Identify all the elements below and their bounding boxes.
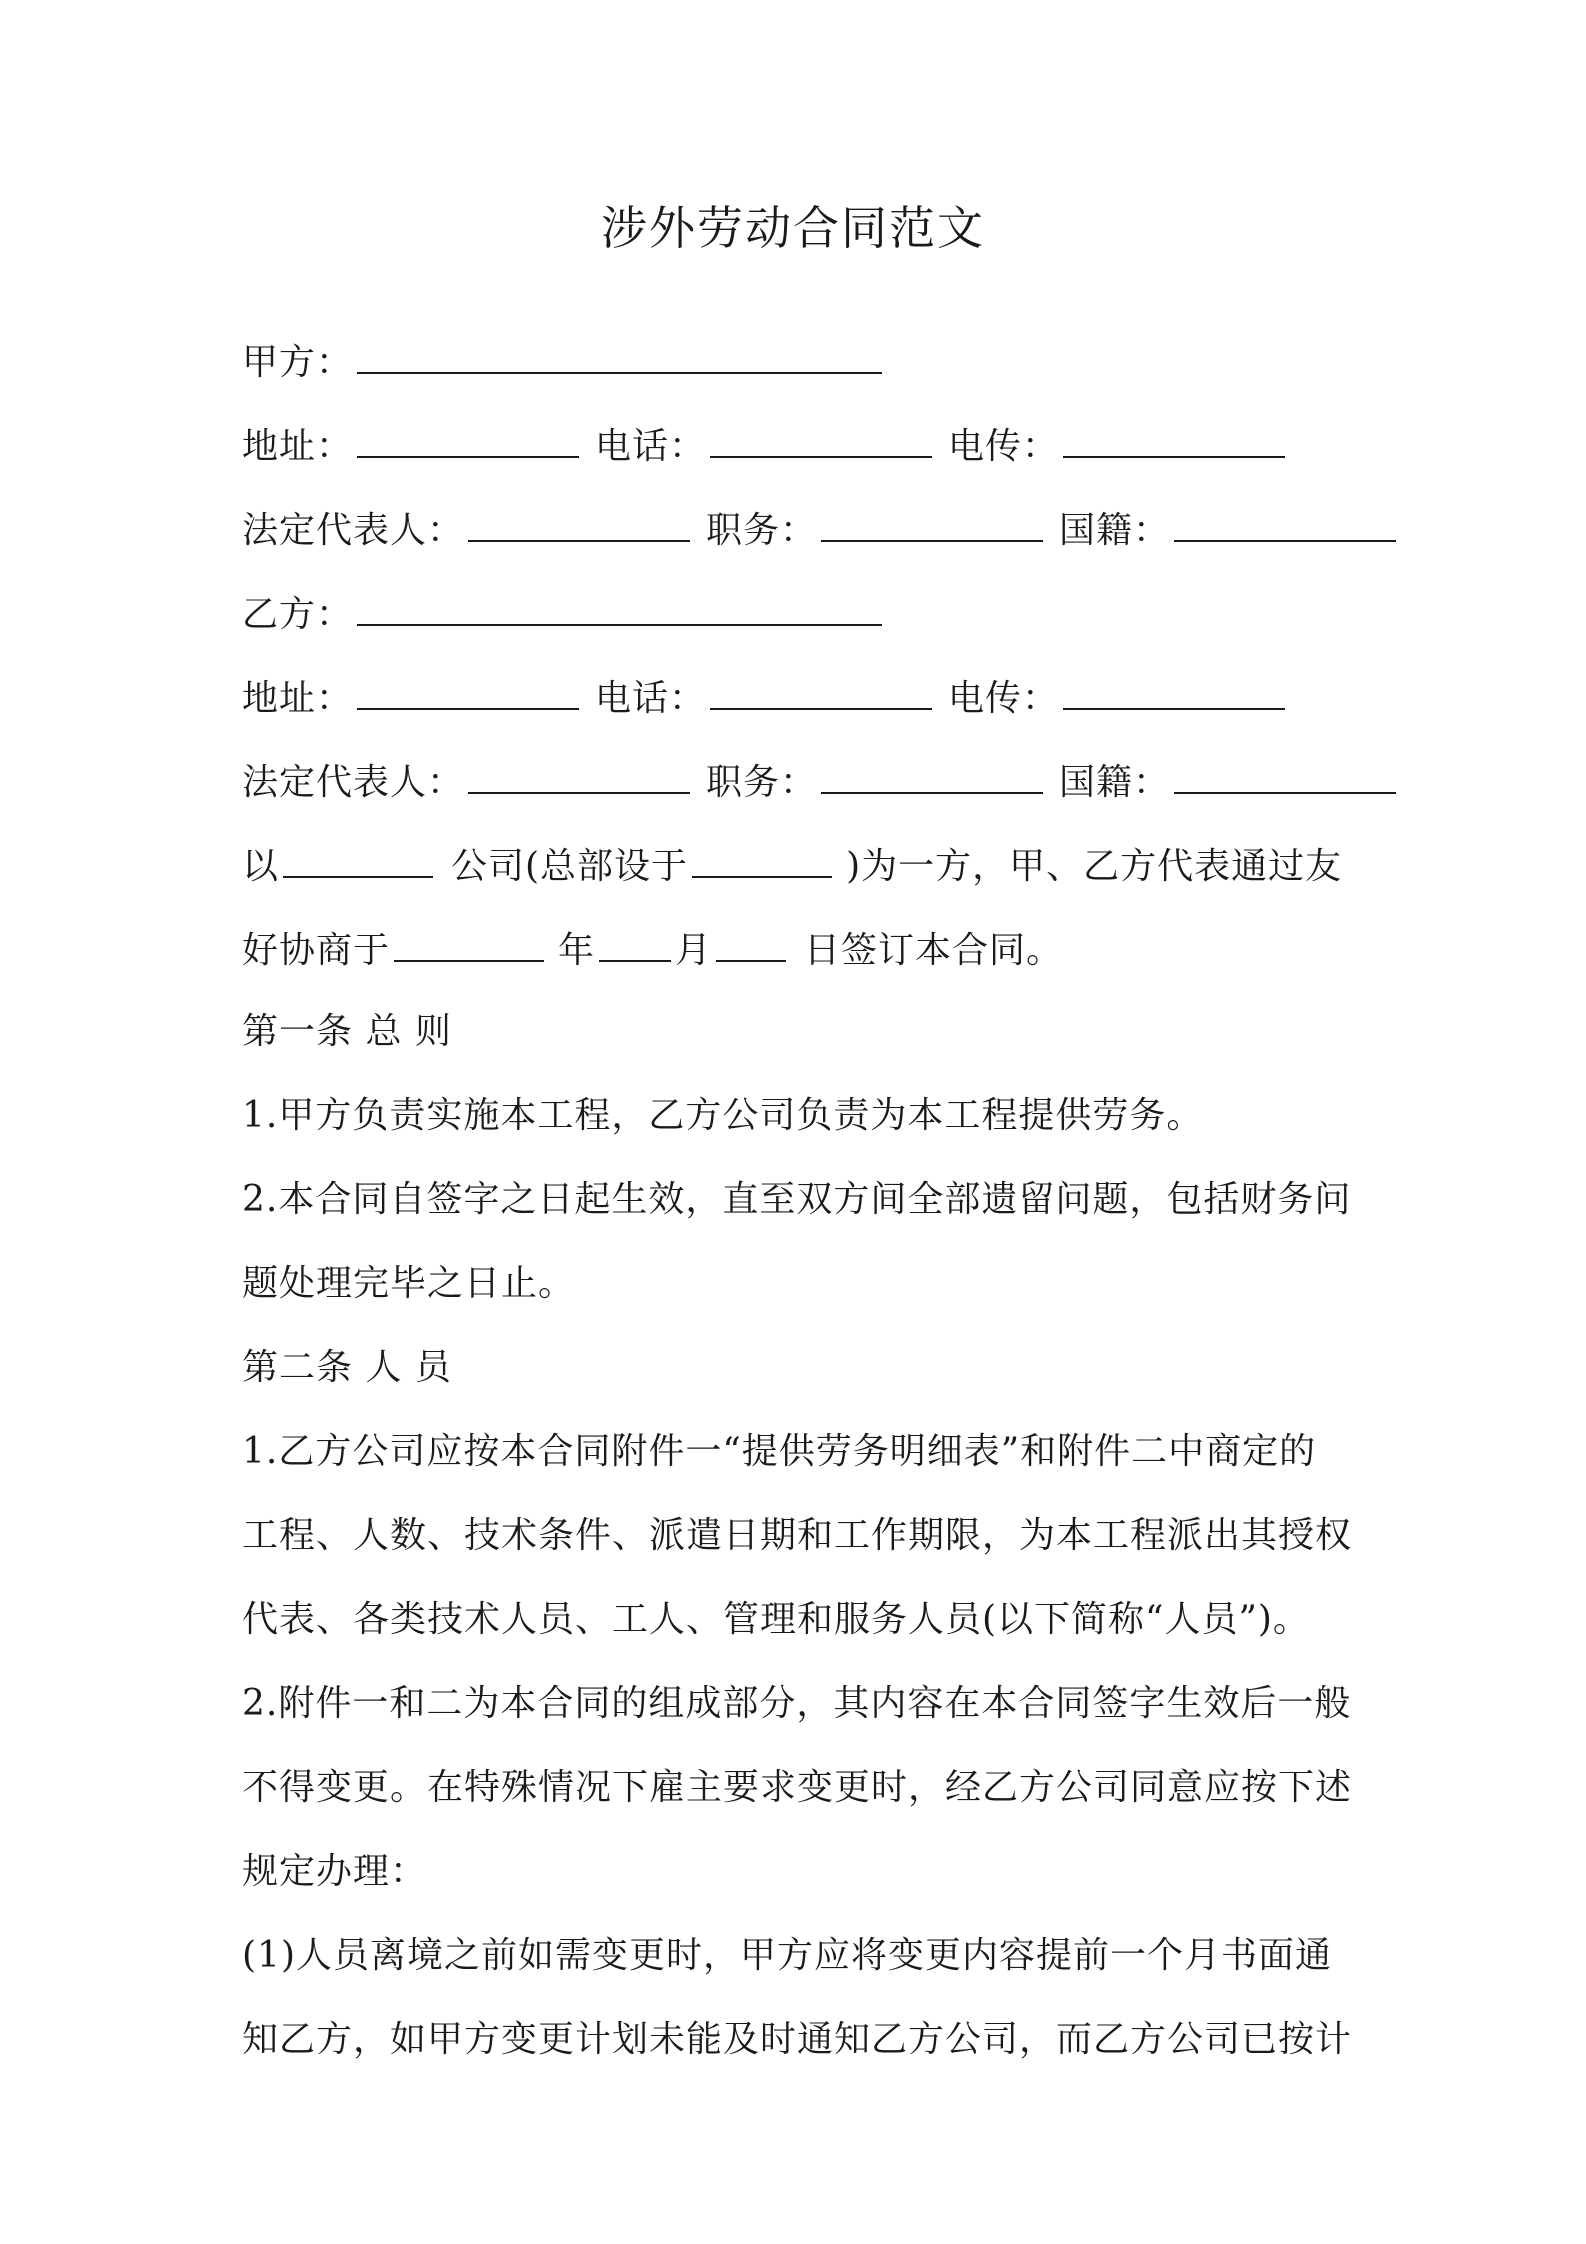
party-b-nationality-blank bbox=[1174, 756, 1396, 794]
year-blank bbox=[394, 924, 544, 962]
party-b-legal-rep-blank bbox=[468, 756, 690, 794]
party-a-position-label: 职务： bbox=[706, 510, 818, 551]
intro-text: )为一方，甲、乙方代表通过友 bbox=[846, 846, 1343, 887]
party-b-address-blank bbox=[357, 672, 579, 710]
hq-blank bbox=[692, 840, 832, 878]
body-line: 1.乙方公司应按本合同附件一“提供劳务明细表”和附件二中商定的 bbox=[242, 1431, 1317, 1472]
party-b-contact-line bbox=[242, 672, 1289, 723]
party-b-nationality-label: 国籍： bbox=[1059, 762, 1171, 803]
party-a-contact-line bbox=[242, 420, 1289, 471]
document-title: 涉外劳动合同范文 bbox=[601, 201, 985, 255]
body-line: 代表、各类技术人员、工人、管理和服务人员(以下简称“人员”)。 bbox=[242, 1599, 1310, 1640]
party-a-rep-line bbox=[242, 504, 1400, 555]
party-a-nationality-label: 国籍： bbox=[1059, 510, 1171, 551]
company-blank bbox=[283, 840, 433, 878]
party-b-fax-label: 电传： bbox=[948, 678, 1060, 719]
party-b-rep-line bbox=[242, 756, 1400, 807]
party-a-line bbox=[242, 336, 886, 387]
party-a-phone-label: 电话： bbox=[595, 426, 707, 467]
party-b-legal-rep-label: 法定代表人： bbox=[242, 762, 465, 803]
party-a-address-label: 地址： bbox=[242, 426, 354, 467]
intro-text: 好协商于 bbox=[242, 930, 391, 971]
party-b-address-label: 地址： bbox=[242, 678, 354, 719]
intro-text: 年 bbox=[558, 930, 596, 971]
party-a-position-blank bbox=[821, 504, 1043, 542]
party-a-fax-label: 电传： bbox=[948, 426, 1060, 467]
body-line: 不得变更。在特殊情况下雇主要求变更时，经乙方公司同意应按下述 bbox=[242, 1767, 1353, 1808]
intro-text: 日签订本合同。 bbox=[804, 930, 1064, 971]
intro-text: 月 bbox=[675, 930, 713, 971]
body-line: 题处理完毕之日止。 bbox=[242, 1263, 576, 1304]
month-blank bbox=[599, 924, 671, 962]
party-a-legal-rep-label: 法定代表人： bbox=[242, 510, 465, 551]
party-b-label: 乙方： bbox=[242, 594, 354, 635]
body-line: (1)人员离境之前如需变更时，甲方应将变更内容提前一个月书面通 bbox=[242, 1935, 1332, 1976]
intro-text: 公司(总部设于 bbox=[451, 846, 689, 887]
article-2-heading: 第二条 人 员 bbox=[242, 1347, 452, 1388]
day-blank bbox=[716, 924, 786, 962]
intro-text: 以 bbox=[242, 846, 280, 887]
body-line: 1.甲方负责实施本工程，乙方公司负责为本工程提供劳务。 bbox=[242, 1095, 1204, 1136]
party-b-fax-blank bbox=[1063, 672, 1285, 710]
party-b-blank bbox=[357, 588, 882, 626]
party-a-label: 甲方： bbox=[242, 342, 354, 383]
body-line: 2.附件一和二为本合同的组成部分，其内容在本合同签字生效后一般 bbox=[242, 1683, 1352, 1724]
body-line: 2.本合同自签字之日起生效，直至双方间全部遗留问题，包括财务问 bbox=[242, 1179, 1352, 1220]
body-line: 工程、人数、技术条件、派遣日期和工作期限，为本工程派出其授权 bbox=[242, 1515, 1353, 1556]
party-a-legal-rep-blank bbox=[468, 504, 690, 542]
party-a-phone-blank bbox=[710, 420, 932, 458]
party-a-blank bbox=[357, 336, 882, 374]
party-a-nationality-blank bbox=[1174, 504, 1396, 542]
party-b-phone-label: 电话： bbox=[595, 678, 707, 719]
party-b-line bbox=[242, 588, 886, 639]
party-b-position-blank bbox=[821, 756, 1043, 794]
party-a-address-blank bbox=[357, 420, 579, 458]
body-line: 规定办理： bbox=[242, 1851, 428, 1892]
party-a-fax-blank bbox=[1063, 420, 1285, 458]
intro-line-2 bbox=[242, 924, 1063, 975]
body-line: 知乙方，如甲方变更计划未能及时通知乙方公司，而乙方公司已按计 bbox=[242, 2019, 1353, 2060]
party-b-position-label: 职务： bbox=[706, 762, 818, 803]
party-b-phone-blank bbox=[710, 672, 932, 710]
article-1-heading: 第一条 总 则 bbox=[242, 1011, 452, 1052]
intro-line-1 bbox=[242, 840, 1342, 891]
